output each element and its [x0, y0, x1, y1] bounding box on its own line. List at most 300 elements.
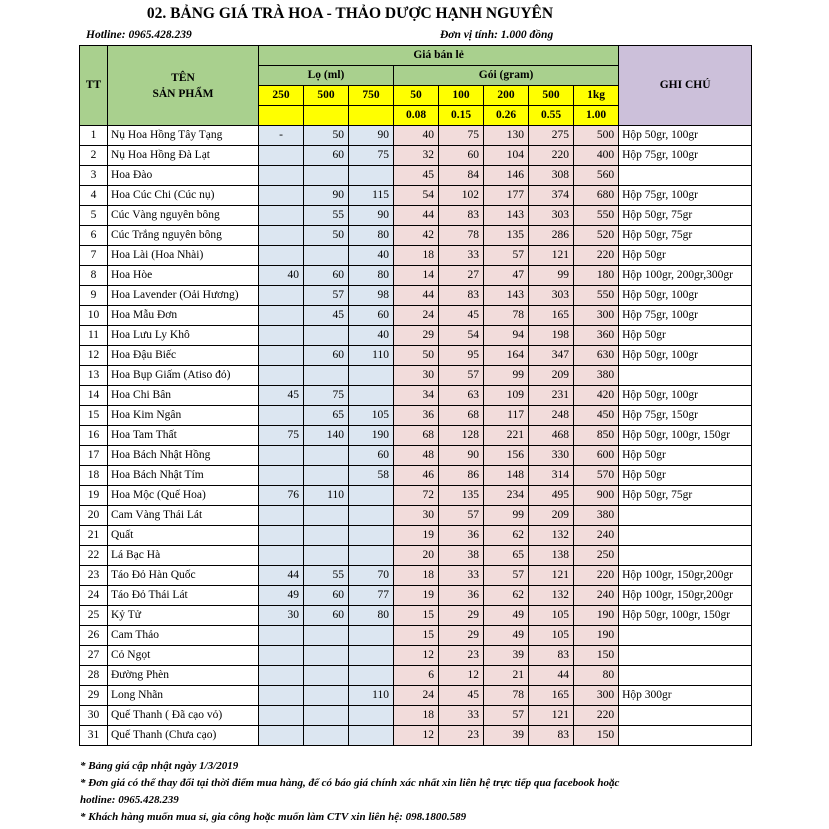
- jar-price-500: [304, 646, 349, 666]
- product-name: Nụ Hoa Hồng Tây Tạng: [108, 126, 259, 146]
- header-pack-ratio: 0.15: [439, 106, 484, 126]
- jar-price-750: [349, 706, 394, 726]
- jar-price-250: [259, 186, 304, 206]
- pack-price-50: 48: [394, 446, 439, 466]
- pack-price-1kg: 570: [574, 466, 619, 486]
- product-name: Hoa Bách Nhật Hồng: [108, 446, 259, 466]
- header-pack-size: 50: [394, 86, 439, 106]
- jar-price-750: 98: [349, 286, 394, 306]
- product-name: Hoa Lavender (Oải Hương): [108, 286, 259, 306]
- jar-price-500: [304, 626, 349, 646]
- jar-price-250: [259, 706, 304, 726]
- jar-price-500: 140: [304, 426, 349, 446]
- row-number: 16: [80, 426, 108, 446]
- jar-price-500: [304, 326, 349, 346]
- note-cell: [619, 506, 752, 526]
- row-number: 17: [80, 446, 108, 466]
- note-cell: Hộp 50gr, 100gr: [619, 386, 752, 406]
- pack-price-1kg: 380: [574, 506, 619, 526]
- row-number: 12: [80, 346, 108, 366]
- pack-price-200: 130: [484, 126, 529, 146]
- jar-price-750: 75: [349, 146, 394, 166]
- pack-price-100: 33: [439, 246, 484, 266]
- jar-price-250: [259, 306, 304, 326]
- pack-price-500: 132: [529, 586, 574, 606]
- row-number: 18: [80, 466, 108, 486]
- jar-price-750: 110: [349, 346, 394, 366]
- header-jar: Lọ (ml): [259, 66, 394, 86]
- product-name: Quế Thanh ( Đã cạo vỏ): [108, 706, 259, 726]
- pack-price-100: 86: [439, 466, 484, 486]
- note-cell: Hộp 50gr, 100gr: [619, 346, 752, 366]
- note-cell: [619, 626, 752, 646]
- pack-price-200: 234: [484, 486, 529, 506]
- pack-price-500: 83: [529, 726, 574, 746]
- pack-price-200: 65: [484, 546, 529, 566]
- jar-price-750: 40: [349, 246, 394, 266]
- table-row: [80, 626, 752, 646]
- hotline-text: Hotline: 0965.428.239: [86, 29, 192, 41]
- row-number: 4: [80, 186, 108, 206]
- row-number: 11: [80, 326, 108, 346]
- pack-price-500: 220: [529, 146, 574, 166]
- product-name: Hoa Bách Nhật Tím: [108, 466, 259, 486]
- pack-price-50: 34: [394, 386, 439, 406]
- table-row: [80, 686, 752, 706]
- pack-price-200: 109: [484, 386, 529, 406]
- pack-price-100: 57: [439, 366, 484, 386]
- header-jar-size: 250: [259, 86, 304, 106]
- table-row: [80, 526, 752, 546]
- pack-price-200: 57: [484, 566, 529, 586]
- pack-price-50: 72: [394, 486, 439, 506]
- pack-price-1kg: 240: [574, 586, 619, 606]
- pack-price-50: 24: [394, 686, 439, 706]
- pack-price-200: 39: [484, 646, 529, 666]
- jar-price-500: 60: [304, 146, 349, 166]
- pack-price-50: 6: [394, 666, 439, 686]
- pack-price-1kg: 500: [574, 126, 619, 146]
- note-cell: Hộp 50gr: [619, 466, 752, 486]
- header-pack: Gói (gram): [394, 66, 619, 86]
- product-name: Hoa Cúc Chi (Cúc nụ): [108, 186, 259, 206]
- pack-price-100: 78: [439, 226, 484, 246]
- row-number: 30: [80, 706, 108, 726]
- note-cell: Hộp 75gr, 100gr: [619, 186, 752, 206]
- jar-price-500: [304, 506, 349, 526]
- pack-price-500: 138: [529, 546, 574, 566]
- pack-price-100: 63: [439, 386, 484, 406]
- jar-price-750: [349, 366, 394, 386]
- pack-price-1kg: 220: [574, 706, 619, 726]
- row-number: 27: [80, 646, 108, 666]
- jar-price-750: 77: [349, 586, 394, 606]
- pack-price-200: 135: [484, 226, 529, 246]
- table-row: [80, 606, 752, 626]
- pack-price-1kg: 380: [574, 366, 619, 386]
- pack-price-50: 54: [394, 186, 439, 206]
- pack-price-200: 143: [484, 286, 529, 306]
- pack-price-50: 29: [394, 326, 439, 346]
- pack-price-100: 57: [439, 506, 484, 526]
- jar-price-250: 75: [259, 426, 304, 446]
- product-name: Táo Đỏ Thái Lát: [108, 586, 259, 606]
- pack-price-1kg: 560: [574, 166, 619, 186]
- pack-price-500: 165: [529, 686, 574, 706]
- jar-price-500: 110: [304, 486, 349, 506]
- pack-price-50: 18: [394, 706, 439, 726]
- pack-price-200: 57: [484, 706, 529, 726]
- pack-price-1kg: 680: [574, 186, 619, 206]
- row-number: 31: [80, 726, 108, 746]
- row-number: 8: [80, 266, 108, 286]
- note-cell: [619, 366, 752, 386]
- pack-price-200: 78: [484, 686, 529, 706]
- jar-price-750: [349, 626, 394, 646]
- note-cell: Hộp 100gr, 200gr,300gr: [619, 266, 752, 286]
- pack-price-200: 49: [484, 626, 529, 646]
- jar-price-500: [304, 246, 349, 266]
- pack-price-1kg: 300: [574, 306, 619, 326]
- note-cell: [619, 666, 752, 686]
- header-note: GHI CHÚ: [619, 46, 752, 126]
- table-row: [80, 366, 752, 386]
- table-row: [80, 306, 752, 326]
- jar-price-750: [349, 526, 394, 546]
- table-row: [80, 706, 752, 726]
- pack-price-1kg: 600: [574, 446, 619, 466]
- pack-price-100: 29: [439, 626, 484, 646]
- pack-price-500: 132: [529, 526, 574, 546]
- product-name: Hoa Tam Thất: [108, 426, 259, 446]
- pack-price-50: 18: [394, 246, 439, 266]
- jar-price-750: 90: [349, 206, 394, 226]
- pack-price-500: 308: [529, 166, 574, 186]
- header-pack-size: 1kg: [574, 86, 619, 106]
- note-cell: [619, 726, 752, 746]
- jar-price-250: [259, 206, 304, 226]
- jar-price-250: [259, 646, 304, 666]
- pack-price-100: 83: [439, 206, 484, 226]
- jar-price-500: 50: [304, 226, 349, 246]
- product-name: Cam Vàng Thái Lát: [108, 506, 259, 526]
- jar-price-250: [259, 346, 304, 366]
- jar-price-500: 65: [304, 406, 349, 426]
- table-row: [80, 386, 752, 406]
- jar-price-500: 45: [304, 306, 349, 326]
- note-cell: Hộp 300gr: [619, 686, 752, 706]
- note-cell: Hộp 50gr, 100gr: [619, 286, 752, 306]
- table-row: [80, 246, 752, 266]
- row-number: 10: [80, 306, 108, 326]
- header-jar-ratio-blank: [304, 106, 349, 126]
- pack-price-500: 231: [529, 386, 574, 406]
- jar-price-750: [349, 546, 394, 566]
- table-row: [80, 166, 752, 186]
- footer-line: * Khách hàng muốn mua sỉ, gia công hoặc muốn làm CTV xin liên hệ: 098.1800.589: [80, 811, 467, 823]
- pack-price-50: 45: [394, 166, 439, 186]
- table-row: [80, 146, 752, 166]
- row-number: 13: [80, 366, 108, 386]
- pack-price-1kg: 220: [574, 566, 619, 586]
- table-row: [80, 426, 752, 446]
- jar-price-250: 40: [259, 266, 304, 286]
- jar-price-250: [259, 226, 304, 246]
- pack-price-50: 19: [394, 586, 439, 606]
- pack-price-500: 468: [529, 426, 574, 446]
- table-row: [80, 186, 752, 206]
- product-name: Hoa Mộc (Quế Hoa): [108, 486, 259, 506]
- pack-price-500: 209: [529, 506, 574, 526]
- product-name: Lá Bạc Hà: [108, 546, 259, 566]
- header-jar-size: 500: [304, 86, 349, 106]
- jar-price-250: [259, 546, 304, 566]
- pack-price-500: 99: [529, 266, 574, 286]
- pack-price-50: 24: [394, 306, 439, 326]
- jar-price-250: 76: [259, 486, 304, 506]
- pack-price-500: 105: [529, 606, 574, 626]
- row-number: 29: [80, 686, 108, 706]
- pack-price-200: 62: [484, 586, 529, 606]
- note-cell: [619, 706, 752, 726]
- pack-price-500: 347: [529, 346, 574, 366]
- product-name: Cúc Trắng nguyên bông: [108, 226, 259, 246]
- header-jar-ratio-blank: [259, 106, 304, 126]
- pack-price-1kg: 420: [574, 386, 619, 406]
- table-row: [80, 466, 752, 486]
- jar-price-500: [304, 166, 349, 186]
- jar-price-750: [349, 646, 394, 666]
- table-row: [80, 326, 752, 346]
- pack-price-50: 36: [394, 406, 439, 426]
- product-name: Hoa Đào: [108, 166, 259, 186]
- pack-price-1kg: 150: [574, 646, 619, 666]
- row-number: 26: [80, 626, 108, 646]
- pack-price-50: 18: [394, 566, 439, 586]
- pack-price-500: 121: [529, 246, 574, 266]
- jar-price-750: [349, 726, 394, 746]
- note-cell: Hộp 50gr: [619, 446, 752, 466]
- footer-line: * Bảng giá cập nhật ngày 1/3/2019: [80, 760, 239, 772]
- product-name: Hoa Kim Ngân: [108, 406, 259, 426]
- pack-price-50: 68: [394, 426, 439, 446]
- note-cell: Hộp 100gr, 150gr,200gr: [619, 566, 752, 586]
- pack-price-200: 156: [484, 446, 529, 466]
- header-jar-ratio-blank: [349, 106, 394, 126]
- row-number: 2: [80, 146, 108, 166]
- pack-price-100: 84: [439, 166, 484, 186]
- product-name: Hoa Lưu Ly Khô: [108, 326, 259, 346]
- jar-price-500: [304, 446, 349, 466]
- product-name: Đường Phèn: [108, 666, 259, 686]
- table-row: [80, 486, 752, 506]
- pack-price-500: 121: [529, 566, 574, 586]
- pack-price-100: 54: [439, 326, 484, 346]
- header-pack-ratio: 0.08: [394, 106, 439, 126]
- pack-price-50: 12: [394, 646, 439, 666]
- header-tt: TT: [80, 46, 108, 126]
- row-number: 5: [80, 206, 108, 226]
- product-name: Quất: [108, 526, 259, 546]
- jar-price-500: 60: [304, 266, 349, 286]
- header-pack-ratio: 0.26: [484, 106, 529, 126]
- header-name-line2: SẢN PHẨM: [152, 87, 214, 100]
- jar-price-500: [304, 726, 349, 746]
- table-row: [80, 266, 752, 286]
- pack-price-500: 314: [529, 466, 574, 486]
- table-row: [80, 666, 752, 686]
- pack-price-100: 75: [439, 126, 484, 146]
- pack-price-1kg: 80: [574, 666, 619, 686]
- note-cell: [619, 646, 752, 666]
- pack-price-100: 135: [439, 486, 484, 506]
- jar-price-750: 80: [349, 226, 394, 246]
- pack-price-100: 102: [439, 186, 484, 206]
- jar-price-250: 30: [259, 606, 304, 626]
- header-pack-ratio: 1.00: [574, 106, 619, 126]
- product-name: Quế Thanh (Chưa cạo): [108, 726, 259, 746]
- pack-price-500: 209: [529, 366, 574, 386]
- row-number: 22: [80, 546, 108, 566]
- pack-price-50: 40: [394, 126, 439, 146]
- pack-price-50: 42: [394, 226, 439, 246]
- row-number: 23: [80, 566, 108, 586]
- table-row: [80, 286, 752, 306]
- pack-price-100: 23: [439, 726, 484, 746]
- table-row: [80, 446, 752, 466]
- pack-price-50: 44: [394, 286, 439, 306]
- row-number: 15: [80, 406, 108, 426]
- jar-price-250: [259, 686, 304, 706]
- jar-price-500: [304, 666, 349, 686]
- pack-price-500: 303: [529, 286, 574, 306]
- pack-price-50: 20: [394, 546, 439, 566]
- product-name: Cúc Vàng nguyên bông: [108, 206, 259, 226]
- pack-price-1kg: 630: [574, 346, 619, 366]
- jar-price-500: 75: [304, 386, 349, 406]
- header-pack-size: 500: [529, 86, 574, 106]
- jar-price-250: [259, 246, 304, 266]
- jar-price-250: [259, 286, 304, 306]
- jar-price-250: [259, 326, 304, 346]
- jar-price-500: 60: [304, 606, 349, 626]
- table-row: [80, 346, 752, 366]
- jar-price-750: 190: [349, 426, 394, 446]
- pack-price-1kg: 900: [574, 486, 619, 506]
- pack-price-50: 12: [394, 726, 439, 746]
- pack-price-500: 275: [529, 126, 574, 146]
- pack-price-200: 94: [484, 326, 529, 346]
- pack-price-200: 117: [484, 406, 529, 426]
- jar-price-750: 80: [349, 606, 394, 626]
- pack-price-50: 15: [394, 626, 439, 646]
- pack-price-100: 12: [439, 666, 484, 686]
- table-row: [80, 586, 752, 606]
- note-cell: Hộp 50gr, 100gr, 150gr: [619, 606, 752, 626]
- pack-price-50: 30: [394, 366, 439, 386]
- pack-price-100: 36: [439, 526, 484, 546]
- note-cell: [619, 526, 752, 546]
- table-row: [80, 506, 752, 526]
- row-number: 25: [80, 606, 108, 626]
- note-cell: Hộp 50gr, 100gr, 150gr: [619, 426, 752, 446]
- note-cell: Hộp 50gr, 75gr: [619, 226, 752, 246]
- pack-price-1kg: 190: [574, 626, 619, 646]
- pack-price-100: 83: [439, 286, 484, 306]
- pack-price-200: 148: [484, 466, 529, 486]
- pack-price-200: 146: [484, 166, 529, 186]
- pack-price-500: 83: [529, 646, 574, 666]
- product-name: Long Nhãn: [108, 686, 259, 706]
- jar-price-750: 60: [349, 446, 394, 466]
- jar-price-750: 70: [349, 566, 394, 586]
- jar-price-750: [349, 166, 394, 186]
- jar-price-500: [304, 706, 349, 726]
- pack-price-50: 50: [394, 346, 439, 366]
- jar-price-500: 60: [304, 586, 349, 606]
- pack-price-1kg: 850: [574, 426, 619, 446]
- jar-price-750: [349, 506, 394, 526]
- header-retail: Giá bán lẻ: [259, 46, 619, 66]
- product-name: Nụ Hoa Hồng Đà Lạt: [108, 146, 259, 166]
- note-cell: Hộp 50gr, 75gr: [619, 206, 752, 226]
- product-name: Hoa Hòe: [108, 266, 259, 286]
- header-pack-ratio: 0.55: [529, 106, 574, 126]
- pack-price-1kg: 220: [574, 246, 619, 266]
- note-cell: [619, 546, 752, 566]
- pack-price-50: 19: [394, 526, 439, 546]
- jar-price-500: 55: [304, 206, 349, 226]
- pack-price-100: 90: [439, 446, 484, 466]
- pack-price-50: 32: [394, 146, 439, 166]
- row-number: 3: [80, 166, 108, 186]
- jar-price-250: [259, 526, 304, 546]
- jar-price-500: 55: [304, 566, 349, 586]
- pack-price-1kg: 400: [574, 146, 619, 166]
- pack-price-1kg: 550: [574, 286, 619, 306]
- pack-price-500: 286: [529, 226, 574, 246]
- pack-price-200: 143: [484, 206, 529, 226]
- table-row: [80, 226, 752, 246]
- product-name: Cỏ Ngọt: [108, 646, 259, 666]
- note-cell: Hộp 75gr, 150gr: [619, 406, 752, 426]
- jar-price-250: [259, 406, 304, 426]
- note-cell: Hộp 75gr, 100gr: [619, 306, 752, 326]
- jar-price-750: 110: [349, 686, 394, 706]
- header-jar-size: 750: [349, 86, 394, 106]
- product-name: Táo Đỏ Hàn Quốc: [108, 566, 259, 586]
- table-row: [80, 206, 752, 226]
- jar-price-500: [304, 526, 349, 546]
- unit-text: Đơn vị tính: 1.000 đồng: [440, 29, 554, 41]
- pack-price-200: 177: [484, 186, 529, 206]
- jar-price-750: [349, 666, 394, 686]
- pack-price-100: 60: [439, 146, 484, 166]
- page-title: 02. BẢNG GIÁ TRÀ HOA - THẢO DƯỢC HẠNH NGUYÊN: [146, 5, 554, 22]
- table-row: [80, 546, 752, 566]
- pack-price-1kg: 520: [574, 226, 619, 246]
- header-product-name: [108, 46, 259, 126]
- note-cell: Hộp 50gr, 100gr: [619, 126, 752, 146]
- pack-price-1kg: 300: [574, 686, 619, 706]
- footer-line: hotline: 0965.428.239: [80, 794, 179, 806]
- jar-price-250: [259, 666, 304, 686]
- note-cell: Hộp 50gr, 75gr: [619, 486, 752, 506]
- jar-price-250: [259, 146, 304, 166]
- pack-price-100: 95: [439, 346, 484, 366]
- jar-price-250: [259, 466, 304, 486]
- pack-price-200: 62: [484, 526, 529, 546]
